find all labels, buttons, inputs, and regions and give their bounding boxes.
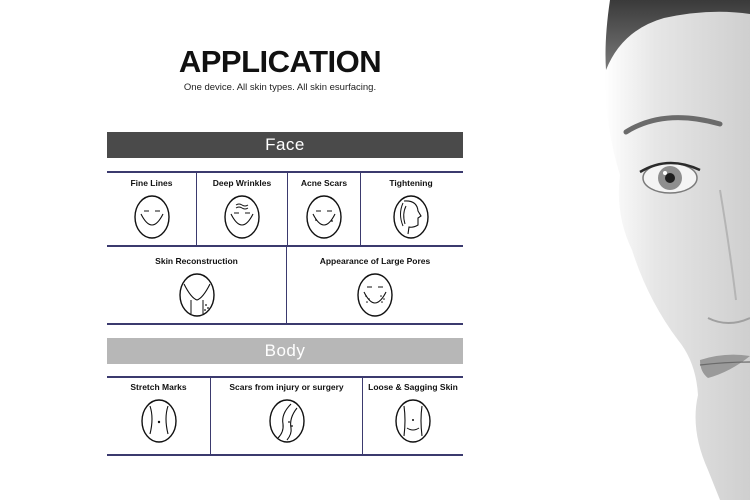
fine-lines-label: Fine Lines — [130, 178, 173, 188]
scars-label: Scars from injury or surgery — [229, 382, 344, 392]
divider — [107, 454, 463, 456]
skin-reconstruction-cell — [107, 256, 286, 318]
acne-scars-label: Acne Scars — [300, 178, 348, 188]
sagging-skin-label: Loose & Sagging Skin — [368, 382, 458, 392]
large-pores-cell — [287, 256, 463, 318]
deep-wrinkles-label: Deep Wrinkles — [212, 178, 272, 188]
stretch-marks-label: Stretch Marks — [130, 382, 187, 392]
large-pores-label: Appearance of Large Pores — [319, 256, 431, 266]
tightening-label: Tightening — [389, 178, 433, 188]
scars-cell — [211, 382, 362, 444]
skin-reconstruction-label: Skin Reconstruction — [155, 256, 238, 266]
stretch-marks-cell — [107, 382, 210, 444]
abdomen-icon — [393, 398, 433, 444]
divider — [107, 323, 463, 325]
fine-lines-cell — [107, 178, 196, 240]
face-outline-icon — [132, 194, 172, 240]
tightening-cell — [361, 178, 461, 240]
face-pores-icon — [355, 272, 395, 318]
page-title: APPLICATION — [178, 44, 382, 79]
page-subtitle: One device. All skin types. All skin esurfacing. — [183, 82, 377, 93]
leg-scar-icon — [267, 398, 307, 444]
sagging-skin-cell — [363, 382, 463, 444]
acne-scars-cell — [288, 178, 360, 240]
face-acne-icon — [304, 194, 344, 240]
deep-wrinkles-cell — [197, 178, 287, 240]
profile-tightening-icon — [391, 194, 431, 240]
face-section-header: Face — [107, 132, 463, 158]
body-section-header: Body — [107, 338, 463, 364]
model-face-photo — [560, 0, 750, 500]
face-wrinkles-icon — [222, 194, 262, 240]
neck-reconstruction-icon — [177, 272, 217, 318]
divider — [107, 245, 463, 247]
divider — [107, 171, 463, 173]
waist-icon — [139, 398, 179, 444]
divider — [107, 376, 463, 378]
